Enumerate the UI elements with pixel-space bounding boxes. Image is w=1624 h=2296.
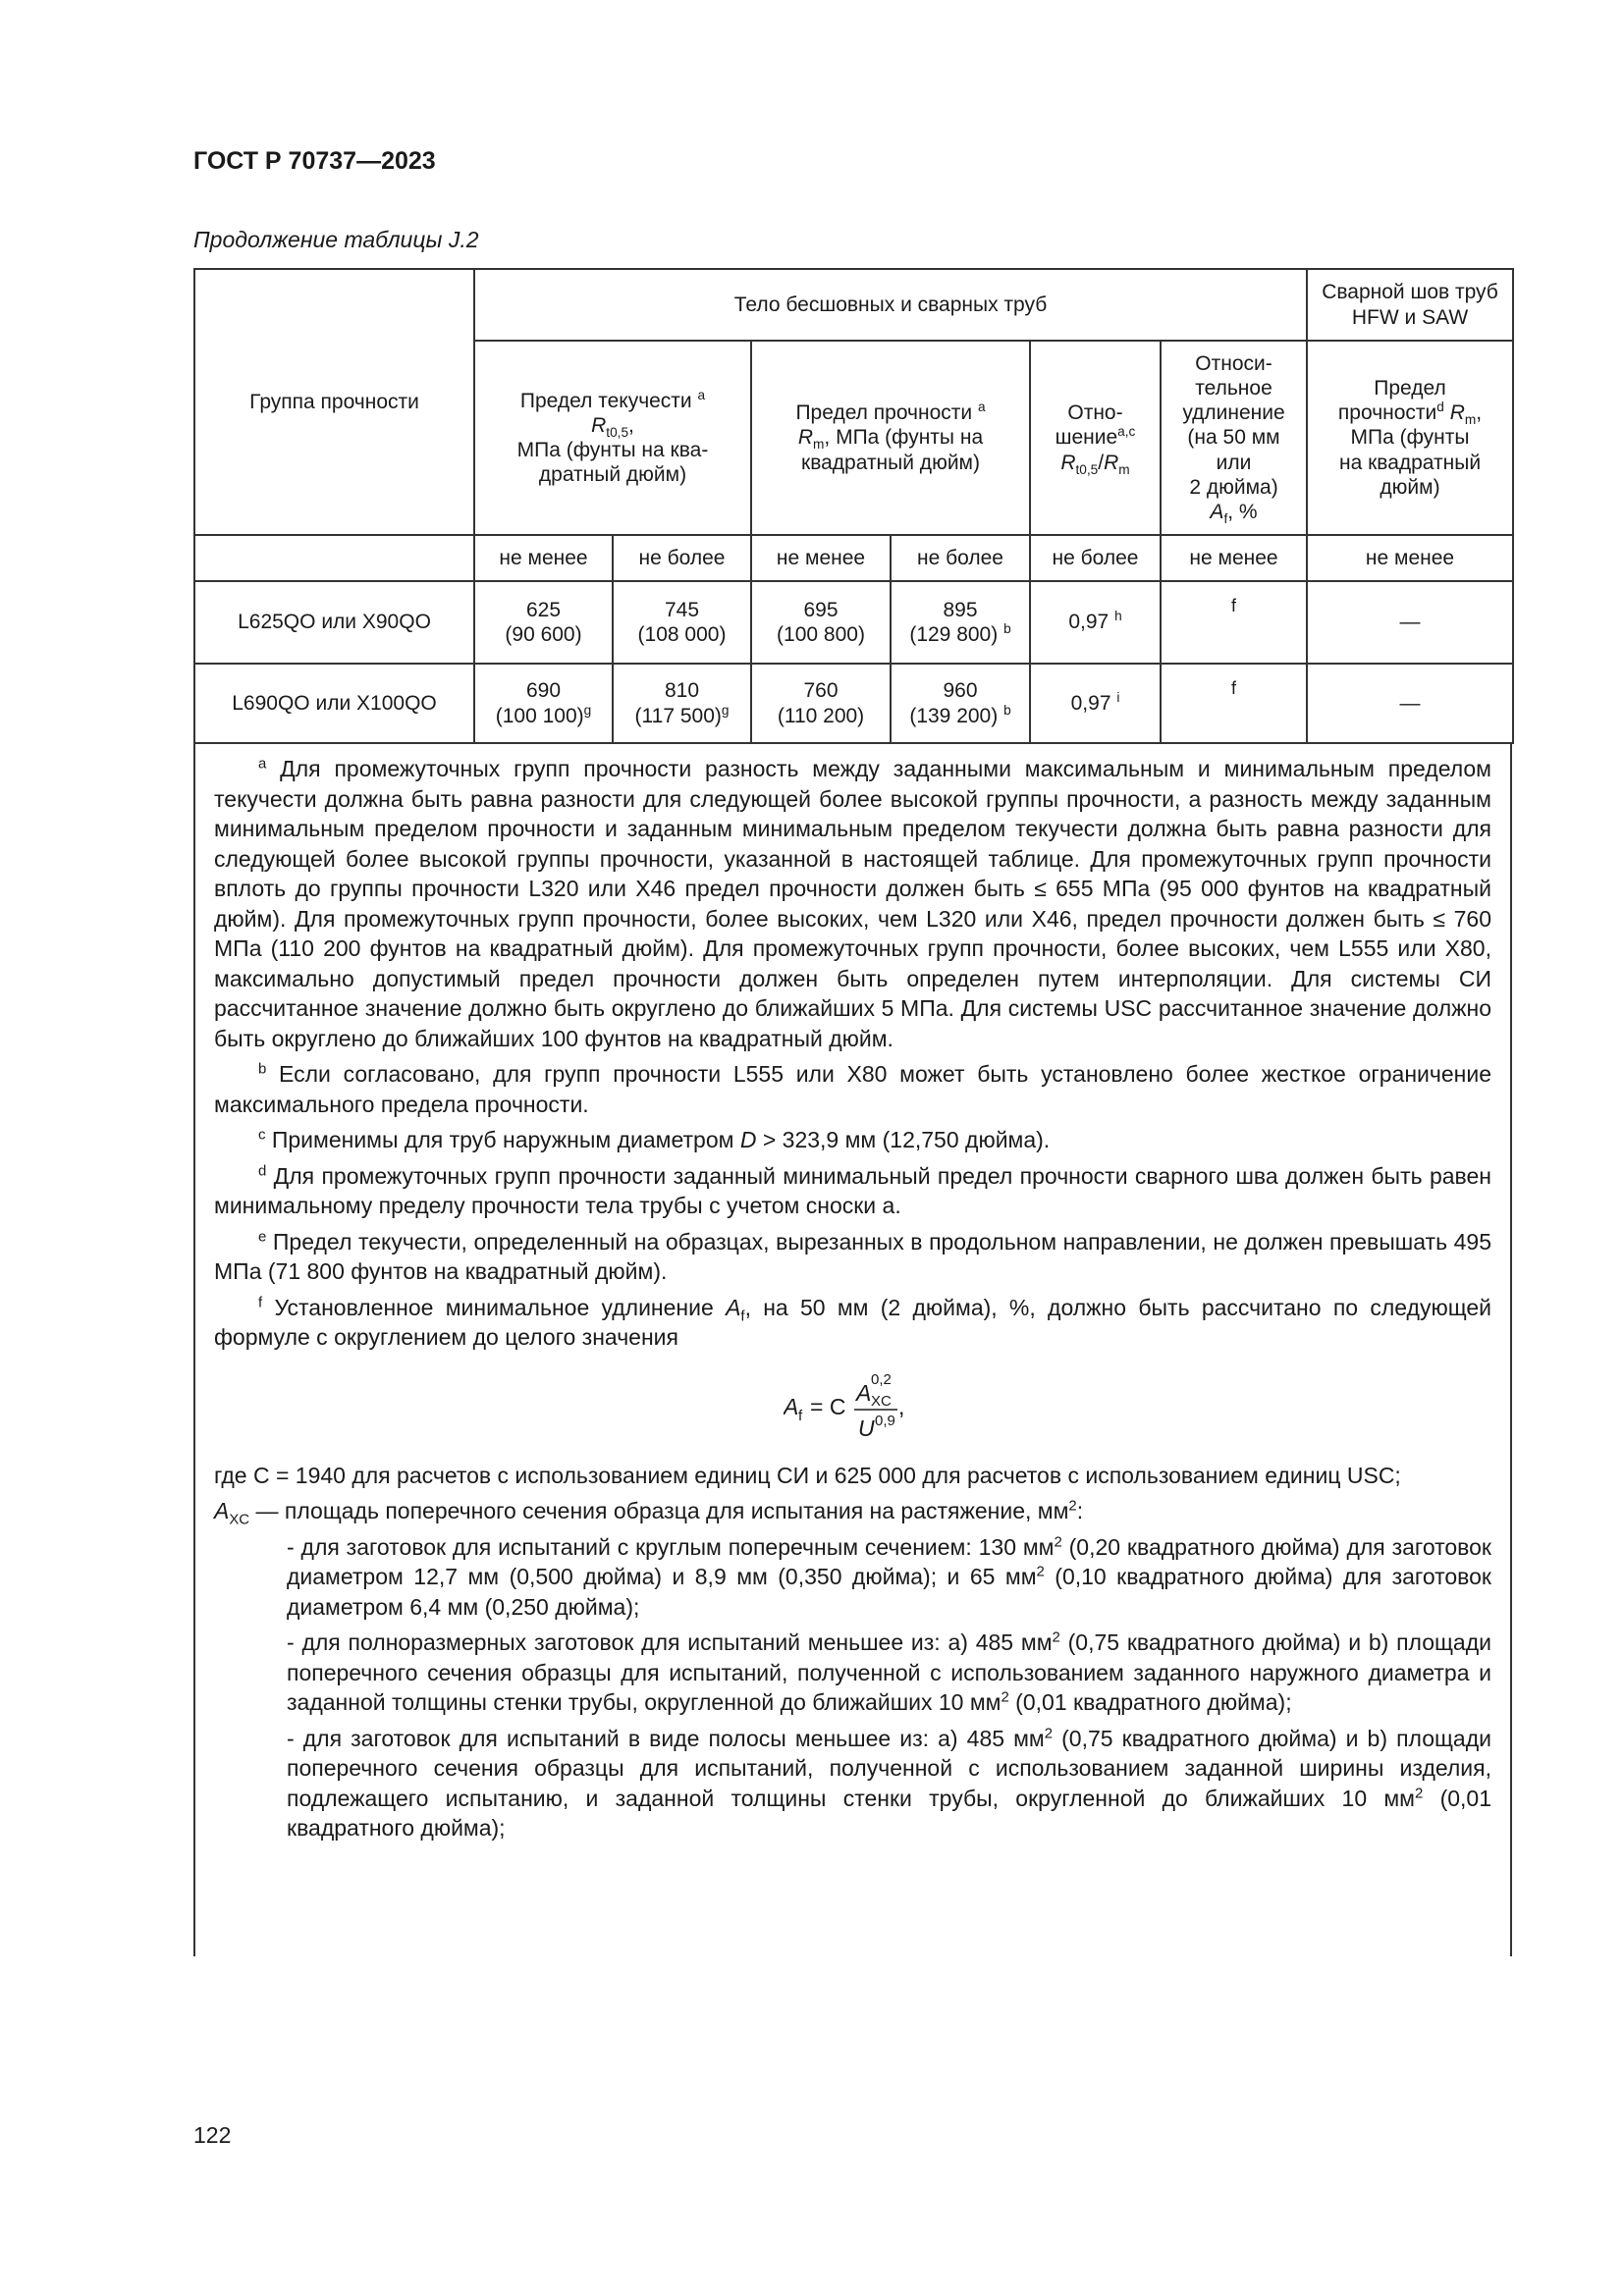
ratio-header: Отно- шение$^{a,c}$ $R_{t0,5}/R_m$ bbox=[1030, 341, 1161, 535]
formula-num: A bbox=[856, 1379, 872, 1406]
formula-tail: , bbox=[898, 1393, 905, 1419]
table-row bbox=[194, 664, 1513, 743]
footnote-c: $^c$ Применимы для труб наружным диаметром D > 323,9 мм (12,750 дюйма). bbox=[258, 1126, 1051, 1152]
footnote-f: $^f$ Установленное минимальное удлинение $A_f$, на 50 мм (2 дюйма), %, должно быть рассчитано по следующей формуле с округлением до целого значения bbox=[214, 1293, 1492, 1350]
value-cell: 0,97 $^h$ bbox=[1030, 581, 1161, 664]
elongation-formula bbox=[214, 1368, 1491, 1447]
subheader-cell: не более bbox=[891, 535, 1030, 581]
value-cell: — bbox=[1307, 664, 1513, 743]
formula-eq: = C bbox=[810, 1393, 846, 1419]
body-header: Тело бесшовных и сварных труб bbox=[474, 269, 1307, 341]
footnote-a: $^a$ Для промежуточных групп прочности разность между заданными максимальным и минимальным пределом текучести должна быть равна разности для следующей более высокой группы прочности, а разность между заданным минимальным пределом прочности и заданным минимальным пределом текучести должна быть равна разности для следующей более высокой группы прочности, указанной в настоящей таблице. Для промежуточных групп прочности вплоть до группы прочности L320 или X46 предел прочности должен быть ≤ 655 МПа (95 000 фунтов на квадратный дюйм). Для промежуточных групп прочности, более высоких, чем L320 или X46, предел прочности должен быть ≤ 760 МПа (110 200 фунтов на квадратный дюйм). Для промежуточных групп прочности, более высоких, чем L555 или X80, максимально допустимый предел прочности должен быть определен путем интерполяции. Для системы СИ рассчитанное значение должно быть округлено до ближайших 5 МПа. Для системы USC рассчитанное значение должно быть округлено до ближайших 100 фунтов на квадратный дюйм. bbox=[214, 755, 1491, 1051]
value-cell: 760 (110 200) bbox=[751, 664, 891, 743]
group-cell: L625QO или X90QO bbox=[194, 581, 474, 664]
footnote-d: $^d$ Для промежуточных групп прочности заданный минимальный предел прочности сварного шва должен быть равен минимальному пределу прочности тела трубы с учетом сноски а. bbox=[214, 1161, 1491, 1218]
page-number: 122 bbox=[193, 2122, 232, 2148]
value-cell: 895 (129 800) $^b$ bbox=[891, 581, 1030, 664]
value-cell: 810 (117 500)$^g$ bbox=[613, 664, 751, 743]
table-row bbox=[194, 581, 1513, 664]
footnotes bbox=[193, 744, 1512, 1956]
formula-num-sup: 0,2 bbox=[871, 1370, 892, 1388]
formula-den: U bbox=[858, 1415, 875, 1441]
subheader-cell: не менее bbox=[1307, 535, 1513, 581]
subheader-cell: не менее bbox=[474, 535, 613, 581]
subheader-cell: не более bbox=[613, 535, 751, 581]
formula-lhs-sub: f bbox=[798, 1407, 803, 1424]
value-cell: 695 (100 800) bbox=[751, 581, 891, 664]
elongation-header: Относи- тельное удлинение (на 50 мм или 2 дюйма) $A_f$, % bbox=[1161, 341, 1307, 535]
subheader-cell: не менее bbox=[1161, 535, 1307, 581]
list-item: - для заготовок для испытаний в виде полосы меньшее из: а) 485 $мм^2$ (0,75 квадратного дюйма) и b) площади поперечного сечения образцы для испытаний, полученной с использованием заданной ширины изделия, подлежащего испытанию, и заданной толщины стенки трубы, округленной до ближайших 10 $мм^2$ (0,01 квадратного дюйма); bbox=[287, 1724, 1491, 1841]
value-cell: 625 (90 600) bbox=[474, 581, 613, 664]
value-cell: — bbox=[1307, 581, 1513, 664]
subheader-cell: не более bbox=[1030, 535, 1161, 581]
value-cell: f bbox=[1161, 664, 1307, 743]
value-cell: 0,97 $^i$ bbox=[1030, 664, 1161, 743]
subheader-cell: не менее bbox=[751, 535, 891, 581]
formula-where: где С = 1940 для расчетов с использованием единиц СИ и 625 000 для расчетов с использованием единиц USC; bbox=[214, 1462, 1401, 1488]
value-cell: 960 (139 200) $^b$ bbox=[891, 664, 1030, 743]
list-item: - для заготовок для испытаний с круглым поперечным сечением: 130 $мм^2$ (0,20 квадратного дюйма) для заготовок диаметром 12,7 мм (0,500 дюйма) и 8,9 мм (0,350 дюйма); и 65 $мм^2$ (0,10 квадратного дюйма) для заготовок диаметром 6,4 мм (0,250 дюйма); bbox=[287, 1532, 1491, 1620]
formula-den-sup: 0,9 bbox=[875, 1412, 895, 1429]
list-item: - для полноразмерных заготовок для испытаний меньшее из: а) 485 $мм^2$ (0,75 квадратного дюйма) и b) площади поперечного сечения образцы для испытаний, полученной с использованием заданного наружного диаметра и заданной толщины стенки трубы, округленной до ближайших 10 $мм^2$ (0,01 квадратного дюйма); bbox=[287, 1629, 1491, 1715]
value-cell: 690 (100 100)$^g$ bbox=[474, 664, 613, 743]
formula-lhs: A bbox=[784, 1393, 799, 1419]
yield-header: Предел текучести $^a$ $R_{t0,5}$, МПа (фунты на ква- дратный дюйм) bbox=[474, 341, 751, 535]
document-title: ГОСТ Р 70737—2023 bbox=[193, 147, 436, 175]
value-cell: f bbox=[1161, 581, 1307, 664]
value-cell: 745 (108 000) bbox=[613, 581, 751, 664]
strength-table bbox=[193, 268, 1514, 744]
tensile-header: Предел прочности $^a$ $R_m$, МПа (фунты на квадратный дюйм) bbox=[751, 341, 1030, 535]
weld-header: Сварной шов труб HFW и SAW bbox=[1307, 269, 1513, 341]
group-header: Группа прочности bbox=[194, 269, 474, 535]
table-caption: Продолжение таблицы J.2 bbox=[193, 227, 479, 252]
footnote-e: $^e$ Предел текучести, определенный на образцах, вырезанных в продольном направлении, не должен превышать 495 МПа (71 800 фунтов на квадратный дюйм). bbox=[214, 1227, 1491, 1284]
group-cell: L690QO или X100QO bbox=[194, 664, 474, 743]
formula-num-sub: XC bbox=[871, 1392, 892, 1410]
subheader-blank bbox=[194, 535, 474, 581]
footnote-b: $^b$ Если согласовано, для групп прочности L555 или X80 может быть установлено более жесткое ограничение максимального предела прочности. bbox=[214, 1060, 1491, 1117]
axc-definition: $A_{XC}$ — площадь поперечного сечения образца для испытания на растяжение, $мм^2$: bbox=[214, 1497, 1084, 1528]
weld-tensile-header: Предел прочности$^d$ $R_m$, МПа (фунты на квадратный дюйм) bbox=[1307, 341, 1513, 535]
